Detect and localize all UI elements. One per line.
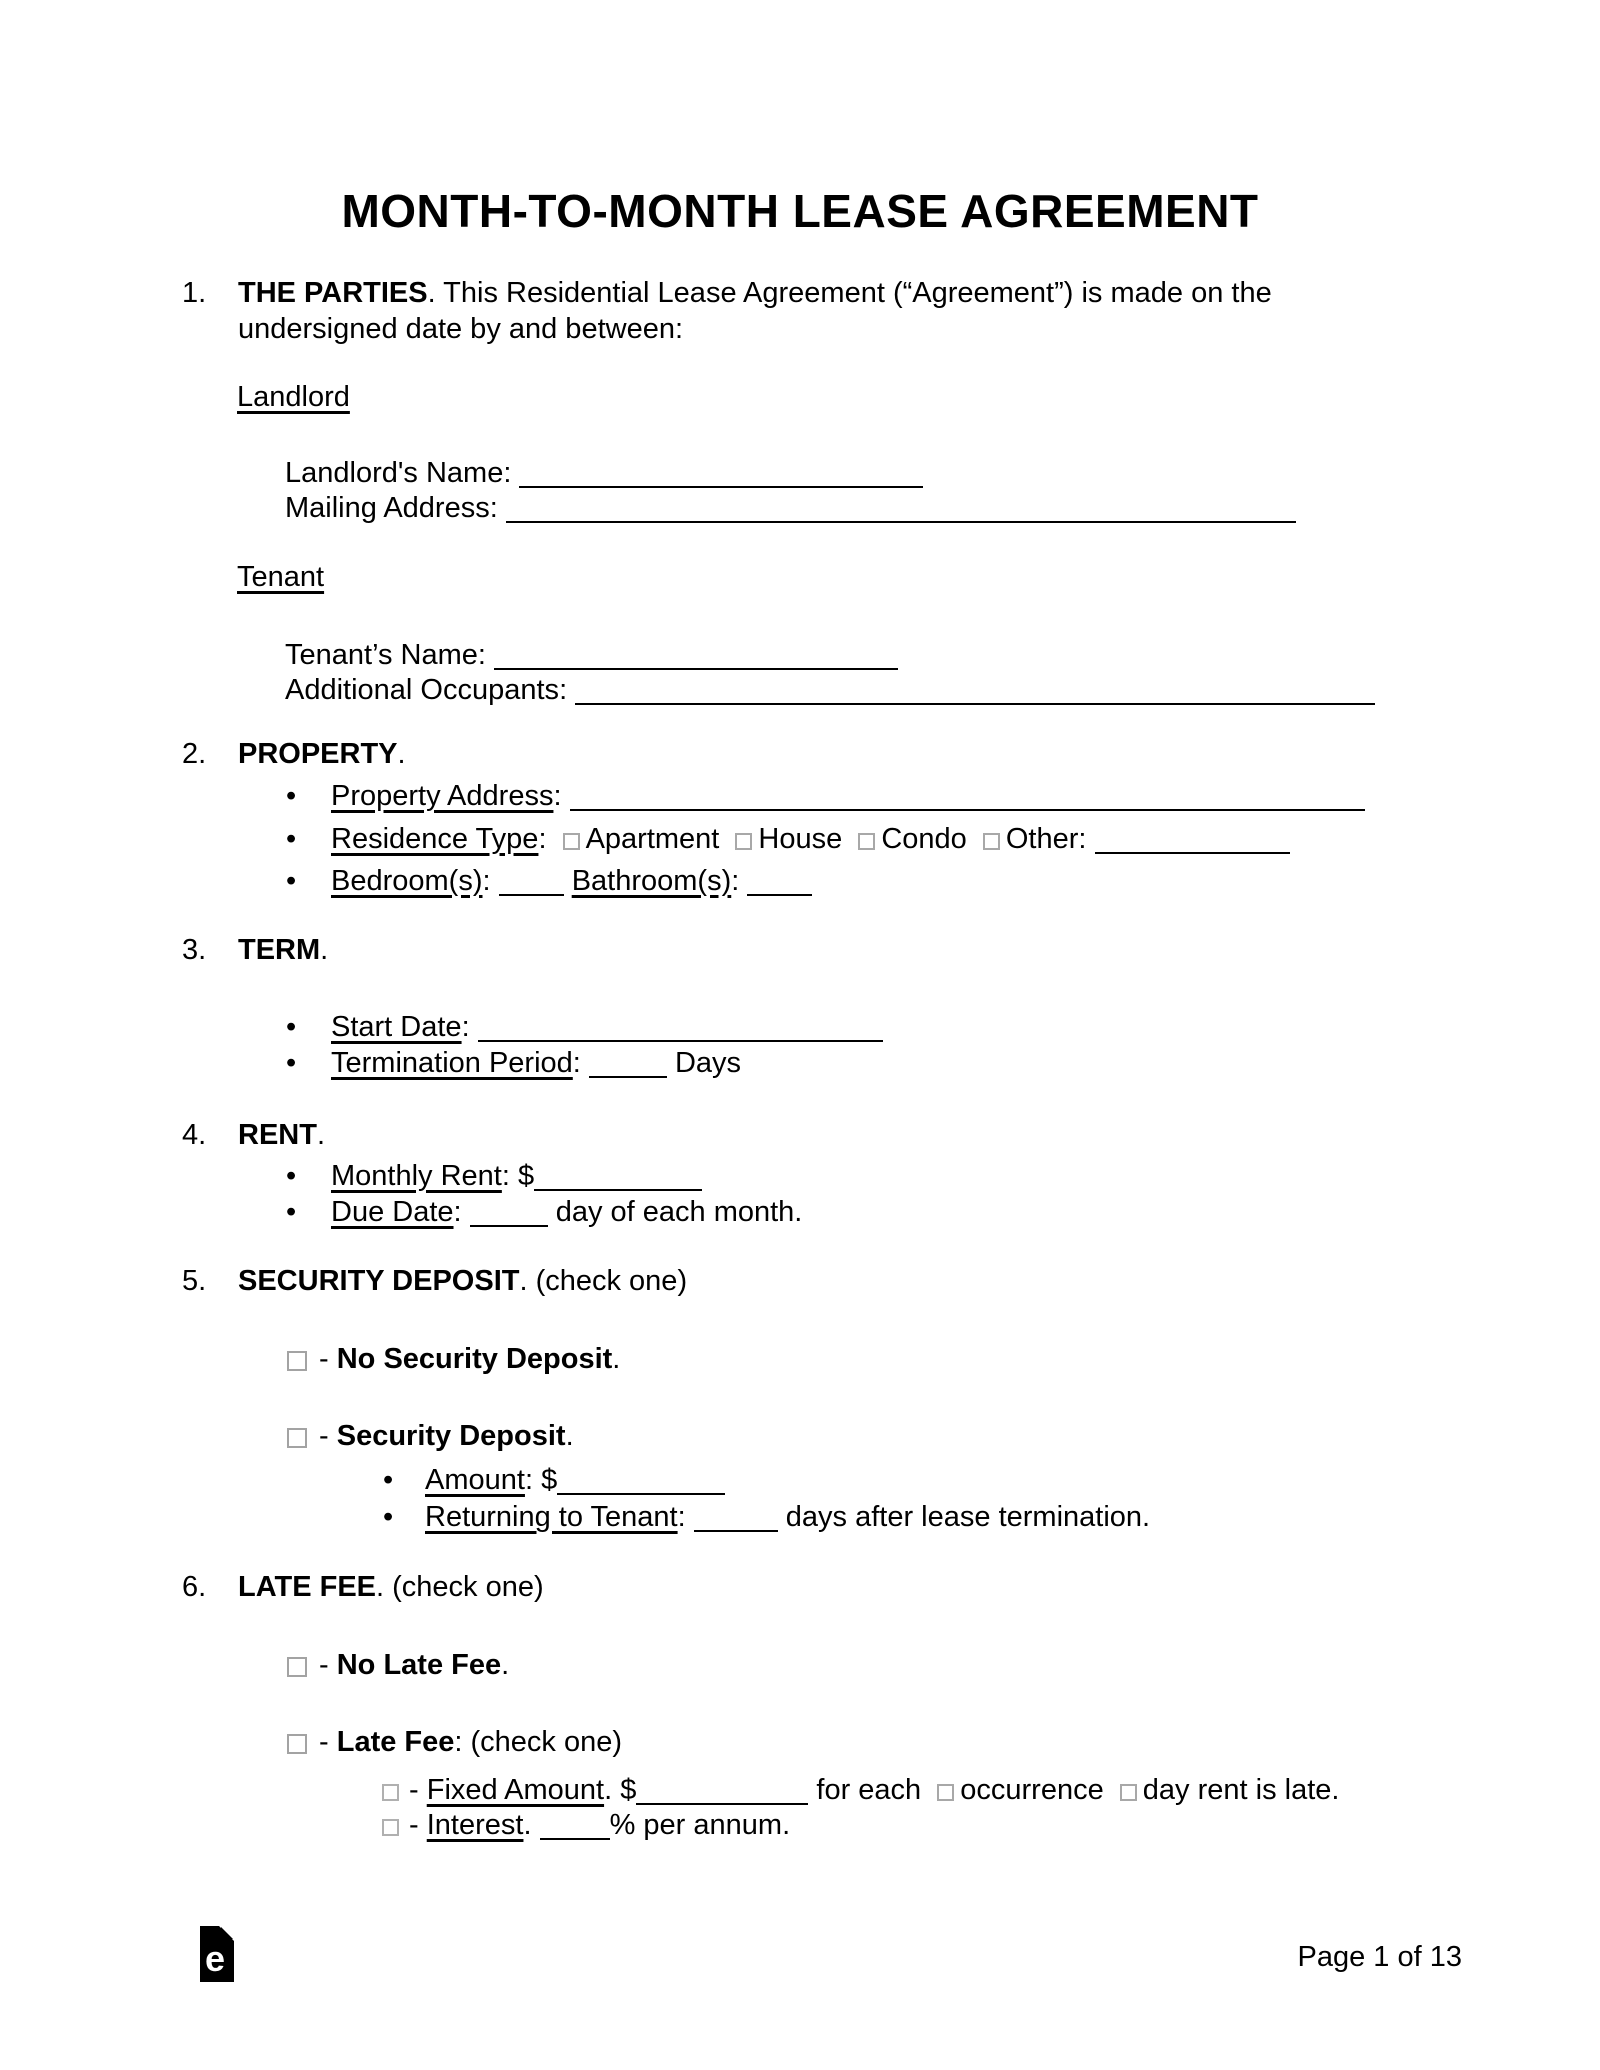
house-checkbox[interactable]	[735, 833, 752, 850]
bullet-icon: •	[286, 1160, 297, 1193]
bedrooms-bathrooms-row	[286, 862, 812, 899]
dollar-sign: $	[620, 1774, 637, 1807]
period: .	[501, 1649, 510, 1681]
section-number: 1.	[182, 277, 207, 309]
section-late-fee-heading: LATE FEE	[238, 1571, 377, 1603]
colon: :	[477, 639, 486, 672]
eforms-logo-icon	[200, 1926, 234, 1982]
bullet-icon: •	[286, 865, 297, 898]
period: .	[316, 1119, 326, 1151]
additional-occupants-input[interactable]	[575, 677, 1375, 705]
due-date-suffix: day of each month.	[555, 1196, 803, 1229]
period: .	[523, 1809, 532, 1842]
no-late-fee-checkbox[interactable]	[287, 1657, 307, 1677]
dash: -	[409, 1809, 419, 1842]
mailing-address-input[interactable]	[506, 495, 1296, 523]
section-number: 6.	[182, 1571, 207, 1603]
no-security-deposit-row	[287, 1341, 620, 1377]
period: .	[565, 1420, 574, 1452]
bedrooms-input[interactable]	[499, 868, 564, 896]
start-date-label: Start Date	[331, 1011, 462, 1044]
bedrooms-label: Bedroom(s)	[331, 865, 483, 898]
landlord-name-row	[285, 454, 923, 491]
residence-type-label: Residence Type	[331, 823, 539, 856]
fixed-amount-label: Fixed Amount	[426, 1774, 605, 1807]
dash: -	[409, 1774, 419, 1807]
section-term-heading: TERM	[238, 934, 321, 966]
fixed-amount-input[interactable]	[636, 1777, 808, 1805]
bullet-icon: •	[286, 780, 297, 813]
dash: -	[319, 1420, 329, 1452]
fixed-amount-row	[382, 1771, 1339, 1808]
colon: :	[677, 1501, 686, 1534]
fixed-amount-checkbox[interactable]	[382, 1784, 399, 1801]
returning-to-tenant-label: Returning to Tenant	[425, 1501, 678, 1534]
start-date-row	[286, 1008, 883, 1045]
interest-checkbox[interactable]	[382, 1819, 399, 1836]
tenant-name-row	[285, 636, 898, 673]
interest-suffix: % per annum.	[609, 1809, 791, 1842]
security-deposit-checkbox[interactable]	[287, 1428, 307, 1448]
condo-option-label: Condo	[881, 823, 967, 856]
colon: :	[538, 823, 547, 856]
dash: -	[319, 1649, 329, 1681]
check-one-note: . (check one)	[519, 1265, 688, 1297]
due-date-label: Due Date	[331, 1196, 454, 1229]
section-number: 2.	[182, 738, 207, 770]
section-parties-body-line2: undersigned date by and between:	[238, 313, 684, 345]
monthly-rent-input[interactable]	[534, 1163, 702, 1191]
security-deposit-label: Security Deposit	[336, 1420, 566, 1452]
colon: :	[553, 780, 562, 813]
mailing-address-row	[285, 489, 1296, 526]
page-title: MONTH-TO-MONTH LEASE AGREEMENT	[341, 185, 1259, 237]
section-parties	[182, 275, 1272, 347]
bathrooms-input[interactable]	[747, 868, 812, 896]
section-rent-heading: RENT	[238, 1119, 317, 1151]
bullet-icon: •	[383, 1464, 394, 1497]
bullet-icon: •	[286, 1047, 297, 1080]
colon: :	[453, 1196, 462, 1229]
additional-occupants-row	[285, 671, 1375, 708]
security-deposit-row	[287, 1418, 574, 1454]
dash: -	[319, 1726, 329, 1758]
landlord-name-input[interactable]	[519, 460, 923, 488]
property-address-input[interactable]	[570, 783, 1365, 811]
residence-type-row	[286, 820, 1290, 857]
section-term	[182, 932, 328, 968]
additional-occupants-label: Additional Occupants	[285, 674, 560, 707]
landlord-name-label: Landlord's Name	[285, 457, 504, 490]
returning-days-input[interactable]	[694, 1504, 778, 1532]
other-option-label: Other	[1005, 823, 1079, 856]
period: .	[397, 738, 406, 770]
page-number: Page 1 of 13	[1297, 1941, 1462, 1973]
colon: :	[461, 1011, 470, 1044]
no-late-fee-row	[287, 1647, 509, 1683]
bullet-icon: •	[383, 1501, 394, 1534]
tenant-name-label: Tenant’s Name	[285, 639, 478, 672]
interest-rate-input[interactable]	[540, 1812, 610, 1840]
monthly-rent-row	[286, 1157, 702, 1194]
bullet-icon: •	[286, 1011, 297, 1044]
late-fee-label: Late Fee	[336, 1726, 455, 1758]
bathrooms-label: Bathroom(s)	[571, 865, 732, 898]
returning-to-tenant-suffix: days after lease termination.	[785, 1501, 1151, 1534]
section-security-deposit	[182, 1263, 687, 1299]
section-security-deposit-heading: SECURITY DEPOSIT	[238, 1265, 520, 1297]
section-property-heading: PROPERTY	[238, 738, 398, 770]
section-number: 3.	[182, 934, 207, 966]
section-parties-text	[238, 275, 1272, 347]
dash: -	[319, 1343, 329, 1375]
apartment-option-label: Apartment	[585, 823, 720, 856]
interest-label: Interest	[426, 1809, 524, 1842]
termination-period-input[interactable]	[589, 1050, 667, 1078]
late-fee-check-one-note: : (check one)	[454, 1726, 623, 1758]
section-number: 5.	[182, 1265, 207, 1297]
returning-to-tenant-row	[383, 1498, 1150, 1535]
period: .	[604, 1774, 613, 1807]
property-address-label: Property Address	[331, 780, 554, 813]
landlord-heading: Landlord	[237, 381, 350, 413]
day-rent-late-label: day rent is late.	[1142, 1774, 1340, 1807]
tenant-name-input[interactable]	[494, 642, 898, 670]
late-fee-checkbox[interactable]	[287, 1734, 307, 1754]
period: .	[320, 934, 329, 966]
logo-letter: e	[205, 1938, 226, 1979]
landlord-heading-row	[237, 379, 350, 415]
late-fee-row	[287, 1724, 622, 1760]
deposit-amount-row	[383, 1461, 725, 1498]
apartment-checkbox[interactable]	[563, 833, 580, 850]
section-late-fee	[182, 1569, 544, 1605]
check-one-note: . (check one)	[376, 1571, 544, 1603]
bullet-icon: •	[286, 1196, 297, 1229]
no-late-fee-label: No Late Fee	[336, 1649, 502, 1681]
other-checkbox[interactable]	[983, 833, 1000, 850]
occurrence-label: occurrence	[960, 1774, 1104, 1807]
section-parties-body-line1: . This Residential Lease Agreement (“Agreement”) is made on the	[427, 277, 1272, 309]
due-date-input[interactable]	[470, 1199, 548, 1227]
occurrence-checkbox[interactable]	[937, 1784, 954, 1801]
colon: :	[503, 457, 512, 490]
colon: :	[489, 492, 498, 525]
tenant-heading: Tenant	[237, 561, 325, 593]
colon: :	[559, 674, 568, 707]
day-rent-late-checkbox[interactable]	[1120, 1784, 1137, 1801]
dollar-sign: $	[541, 1464, 558, 1497]
period: .	[612, 1343, 621, 1375]
no-security-deposit-label: No Security Deposit	[336, 1343, 613, 1375]
termination-period-label: Termination Period	[331, 1047, 573, 1080]
bullet-icon: •	[286, 823, 297, 856]
tenant-heading-row	[237, 559, 324, 595]
section-rent	[182, 1117, 325, 1153]
deposit-amount-input[interactable]	[557, 1467, 725, 1495]
due-date-row	[286, 1193, 802, 1230]
termination-period-row	[286, 1044, 741, 1081]
condo-checkbox[interactable]	[858, 833, 875, 850]
dollar-sign: $	[517, 1160, 535, 1193]
termination-period-suffix: Days	[674, 1047, 742, 1080]
colon: :	[482, 865, 491, 898]
other-residence-input[interactable]	[1095, 826, 1290, 854]
property-address-row	[286, 777, 1365, 814]
mailing-address-label: Mailing Address	[285, 492, 490, 525]
deposit-amount-label: Amount	[425, 1464, 525, 1497]
fixed-amount-mid-text: for each	[816, 1774, 922, 1807]
colon: :	[501, 1160, 510, 1193]
section-number: 4.	[182, 1119, 207, 1151]
colon: :	[524, 1464, 534, 1497]
monthly-rent-label: Monthly Rent	[331, 1160, 502, 1193]
start-date-input[interactable]	[478, 1014, 883, 1042]
no-security-deposit-checkbox[interactable]	[287, 1351, 307, 1371]
colon: :	[731, 865, 740, 898]
house-option-label: House	[758, 823, 843, 856]
section-property	[182, 736, 406, 772]
colon: :	[1078, 823, 1087, 856]
section-parties-heading: THE PARTIES	[238, 277, 428, 309]
colon: :	[572, 1047, 581, 1080]
interest-row	[382, 1806, 790, 1843]
